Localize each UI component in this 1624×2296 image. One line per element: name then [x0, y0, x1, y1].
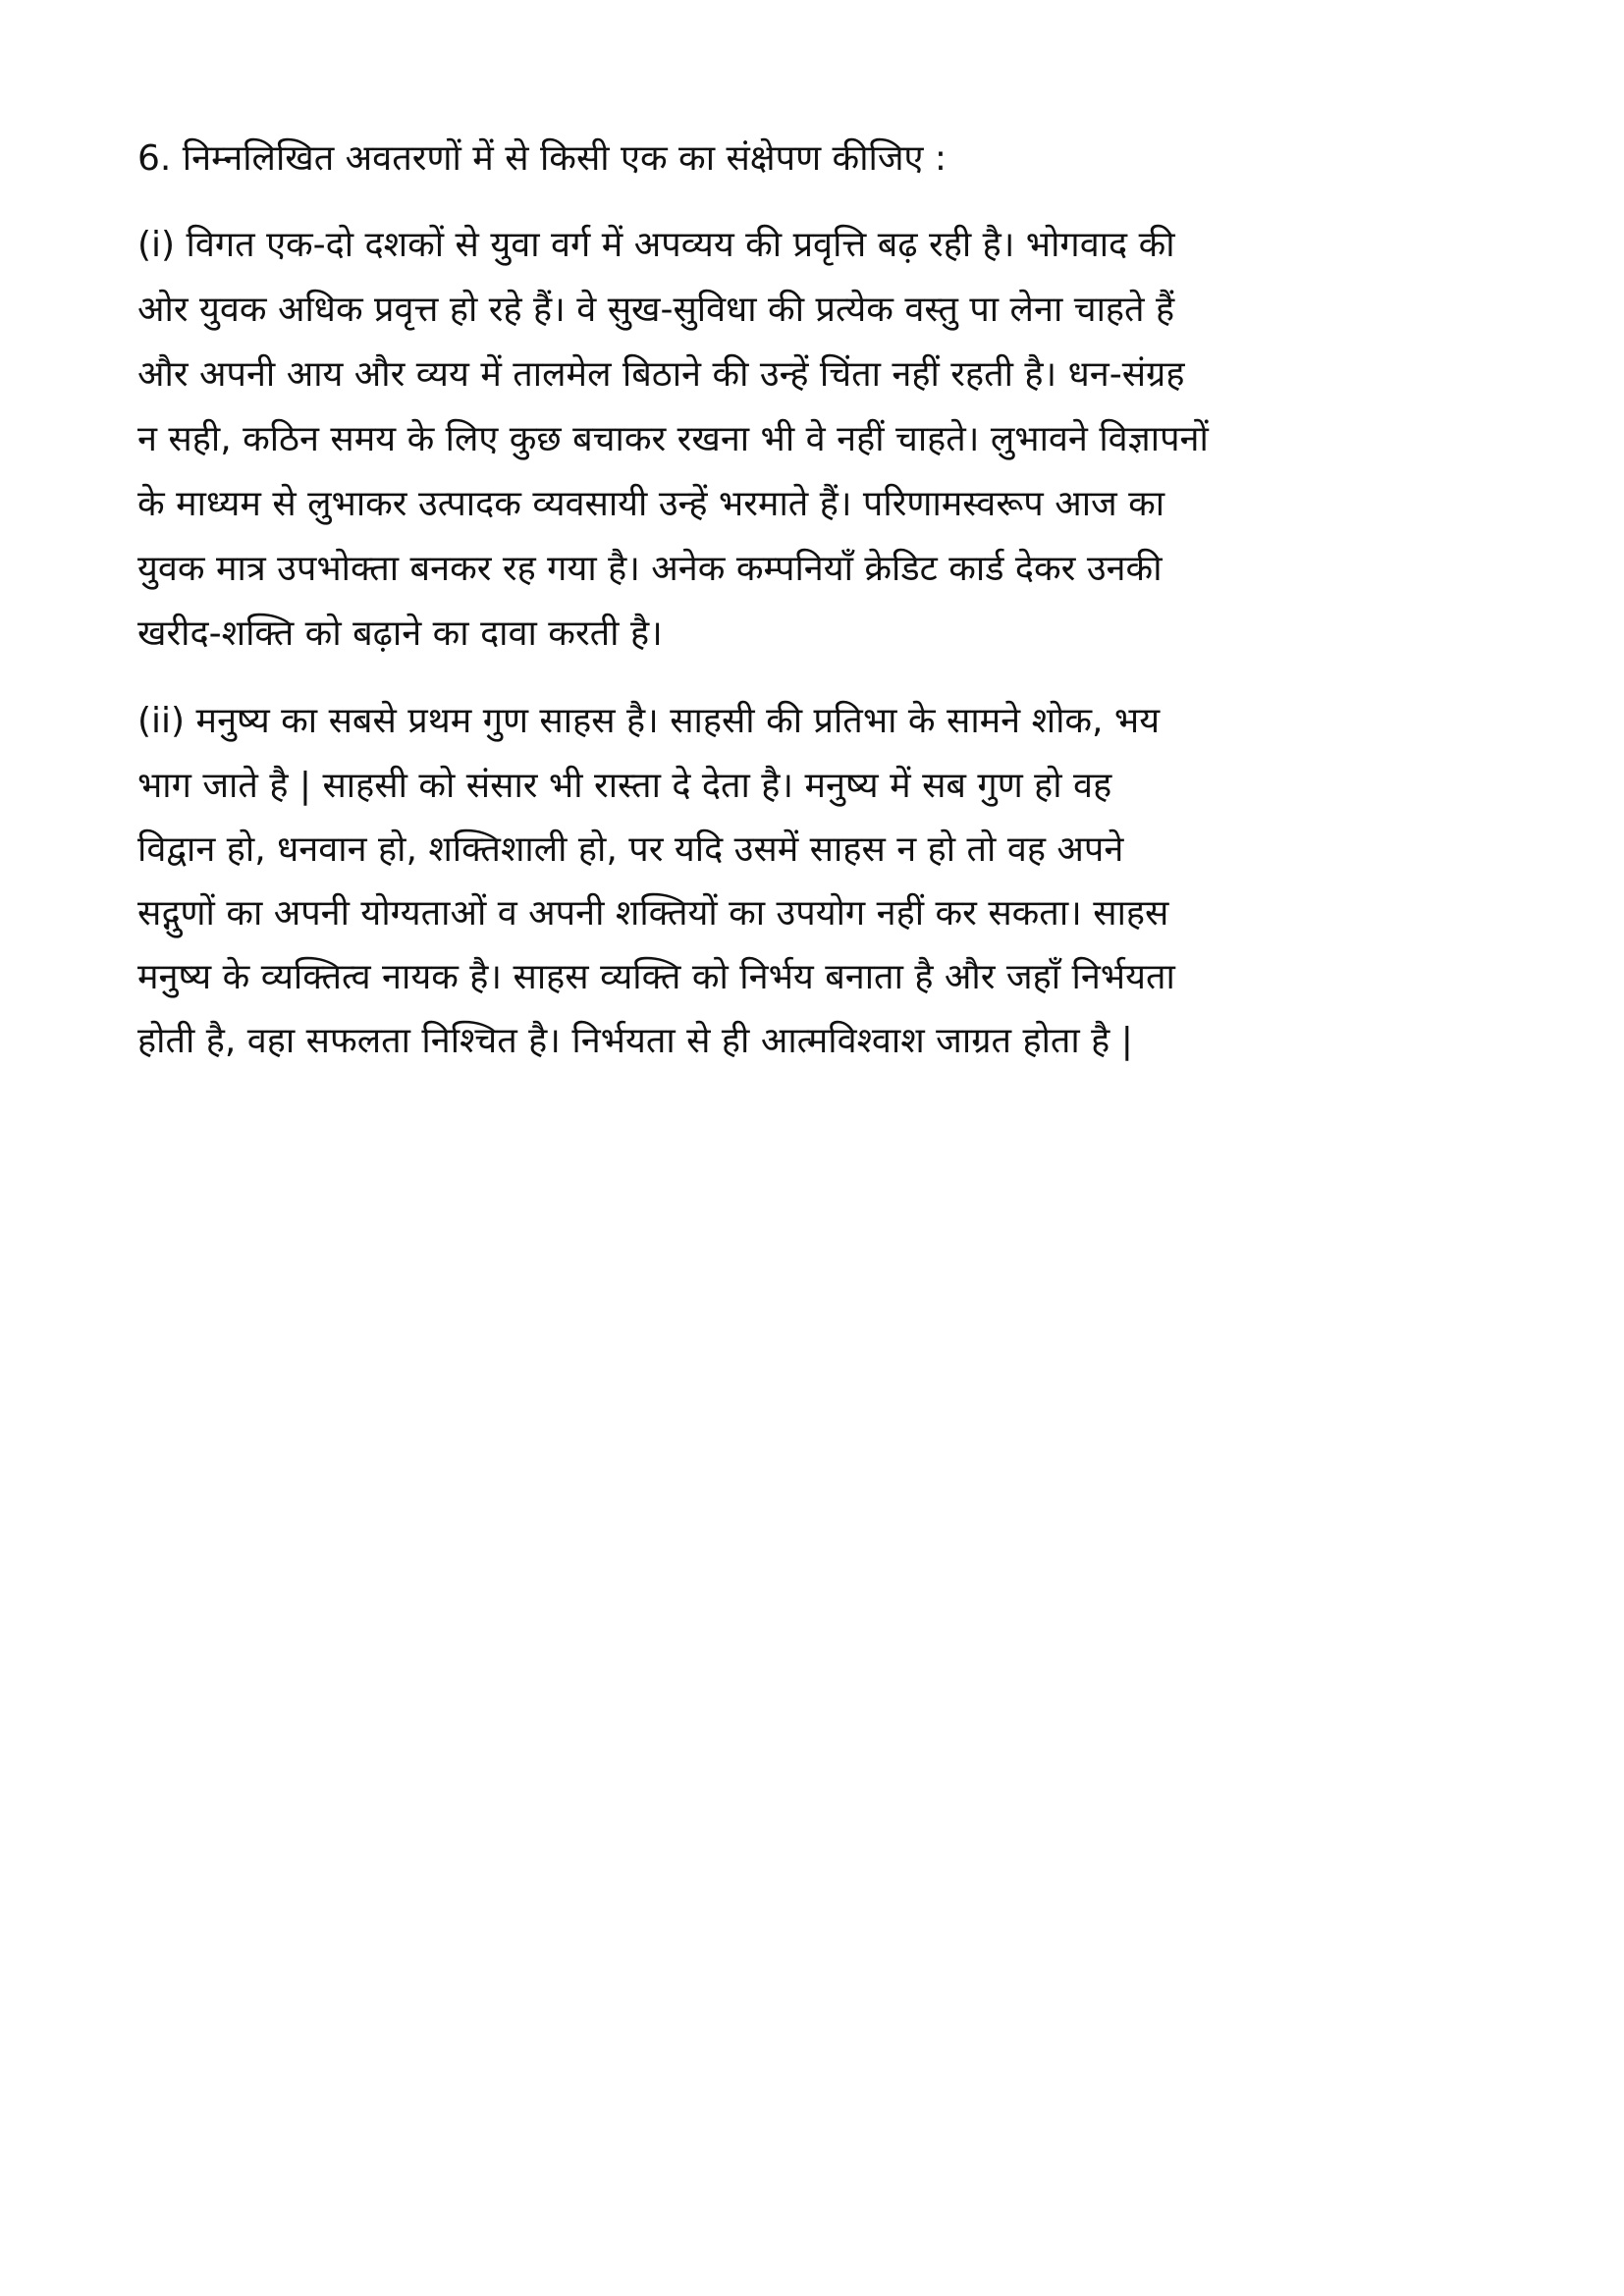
passage-2-line: मनुष्य के व्यक्तित्व नायक है। साहस व्यक्ति को निर्भय बनाता है और जहाँ निर्भयता	[137, 957, 1175, 997]
passage-1-line: युवक मात्र उपभोक्ता बनकर रह गया है। अनेक कम्पनियाँ क्रेडिट कार्ड देकर उनकी	[137, 549, 1163, 589]
passage-2-line: विद्वान हो, धनवान हो, शक्तिशाली हो, पर यदि उसमें साहस न हो तो वह अपने	[137, 829, 1124, 870]
question-heading: 6. निम्नलिखित अवतरणों में से किसी एक का संक्षेपण कीजिए :	[137, 138, 947, 179]
passage-1-line: न सही, कठिन समय के लिए कुछ बचाकर रखना भी वे नहीं चाहते। लुभावने विज्ञापनों	[137, 419, 1209, 459]
passage-1-line: खरीद-शक्ति को बढ़ाने का दावा करती है।	[137, 614, 663, 654]
passage-2-line: सद्गुणों का अपनी योग्यताओं व अपनी शक्तियों का उपयोग नहीं कर सकता। साहस	[137, 893, 1169, 934]
passage-2-line: भाग जाते है | साहसी को संसार भी रास्ता दे देता है। मनुष्य में सब गुण हो वह	[137, 766, 1112, 806]
passage-2-line: (ii) मनुष्य का सबसे प्रथम गुण साहस है। साहसी की प्रतिभा के सामने शोक, भय	[137, 701, 1161, 741]
passage-2-line: होती है, वहा सफलता निश्चित है। निर्भयता से ही आत्मविश्वाश जाग्रत होता है |	[137, 1021, 1133, 1061]
passage-1-line: के माध्यम से लुभाकर उत्पादक व्यवसायी उन्हें भरमाते हैं। परिणामस्वरूप आज का	[137, 484, 1165, 524]
passage-1-line: (i) विगत एक-दो दशकों से युवा वर्ग में अपव्यय की प्रवृत्ति बढ़ रही है। भोगवाद की	[137, 225, 1175, 265]
passage-1-line: और अपनी आय और व्यय में तालमेल बिठाने की उन्हें चिंता नहीं रहती है। धन-संग्रह	[137, 354, 1185, 395]
passage-1-line: ओर युवक अधिक प्रवृत्त हो रहे हैं। वे सुख-सुविधा की प्रत्येक वस्तु पा लेना चाहते हैं	[137, 290, 1175, 330]
